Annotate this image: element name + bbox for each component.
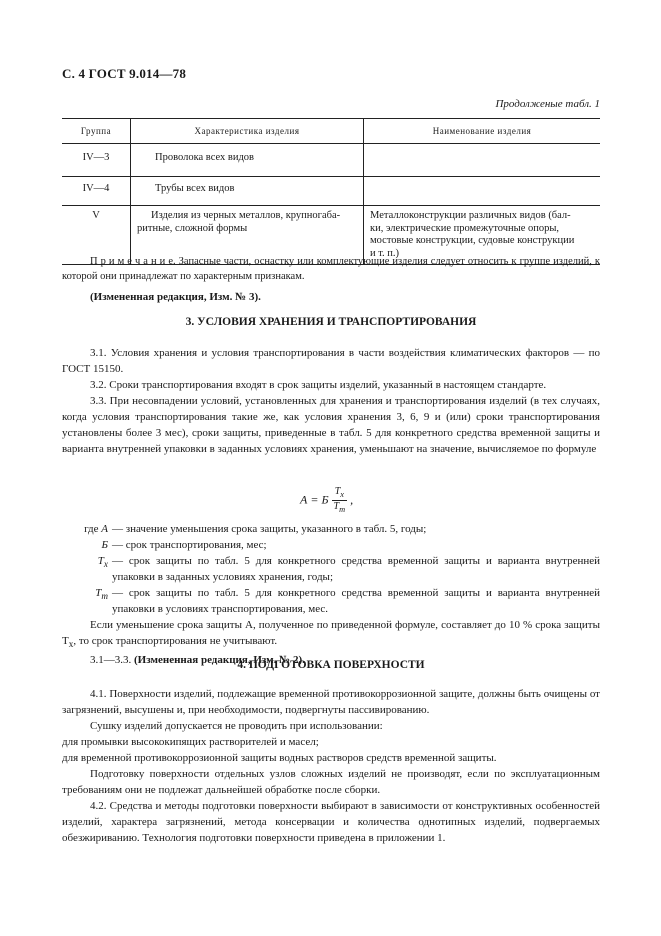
table-row bbox=[62, 177, 600, 206]
cell-characteristic: Проволока всех видов bbox=[155, 152, 255, 163]
formula-definitions bbox=[62, 521, 600, 668]
cell-name bbox=[364, 144, 601, 177]
paragraph-3-2: 3.2. Сроки транспортирования входят в срок защиты изделий, указанный в настоящем стандарте. bbox=[90, 379, 547, 391]
paragraph-4-1a: Сушку изделий допускается не проводить при использовании: bbox=[90, 720, 383, 732]
paragraph-3-3: 3.3. При несовпадении условий, установленных для хранения и транспортирования изделий (в тех случаях, когда условия транспортирования такие же, как условия хранения 3, 6, 9 и (или) сроки транспортирования установлены более 3 мес), сроки защиты, приведенные в табл. 5 для конкретного средства временной защиты и варианта внутренней упаковки в заданных условиях хранения, уменьшают на значение, вычисляемое по формуле bbox=[62, 395, 600, 455]
cell-name bbox=[364, 177, 601, 206]
section-4-title: 4. ПОДГОТОВКА ПОВЕРХНОСТИ bbox=[237, 659, 425, 671]
note-text: Запасные части, оснастку или комплектующие изделия следует относить к группе изделий, к которой они принадлежат по характерным признакам. bbox=[62, 256, 601, 282]
cell-line: и т. п.) bbox=[370, 247, 400, 259]
cell-line: мостовые конструкции, судовые конструкции bbox=[370, 235, 575, 247]
table-continued-label: Продолженые табл. 1 bbox=[495, 98, 600, 110]
column-header-characteristic: Характеристика изделия bbox=[131, 119, 364, 144]
product-groups-table bbox=[62, 118, 600, 265]
amendment-note: (Измененная редакция, Изм. № 3). bbox=[90, 291, 261, 303]
paragraph-4-1d: Подготовку поверхности отдельных узлов сложных изделий не производят, если по эксплуатационным требованиям они не подлежат дальнейшей обработке после сборки. bbox=[62, 768, 600, 796]
section-4-body bbox=[62, 686, 600, 846]
table-note bbox=[62, 254, 600, 284]
paragraph-4-1b: для промывки высококипящих растворителей и масел; bbox=[62, 736, 319, 748]
table-row bbox=[62, 144, 600, 177]
cell-line: ки, электрические промежуточные опоры, bbox=[370, 222, 560, 234]
definition-row: где А — значение уменьшения срока защиты, указанного в табл. 5, годы; bbox=[84, 523, 427, 535]
cell-group: IV—3 bbox=[62, 144, 131, 177]
section-3-body bbox=[62, 345, 600, 457]
amendment-note-2: 3.1—3.3. (Измененная редакция, Изм. № 2). bbox=[90, 654, 305, 667]
cell-line: Металлоконструкции различных видов (бал- bbox=[370, 210, 571, 221]
formula-fraction: $\frac{Т_х}{Т_т}$ bbox=[333, 486, 346, 514]
definition-row: $Т_т$ — срок защиты по табл. 5 для конкретного средства временной защиты и варианта внутренней упаковки в условиях транспортирования, мес. bbox=[95, 587, 600, 615]
paragraph-4-2: 4.2. Средства и методы подготовки поверхности выбирают в зависимости от конструктивных особенностей изделий, характера загрязнений, метода консервации и количества однотипных изделий, подвергаемых обезжириванию. Технология подготовки поверхности приведена в приложении 1. bbox=[62, 800, 600, 844]
page-header: С. 4 ГОСТ 9.014—78 bbox=[62, 66, 187, 81]
paragraph-3-1: 3.1. Условия хранения и условия транспортирования в части воздействия климатических факторов — по ГОСТ 15150. bbox=[62, 347, 600, 375]
paragraph-if: Если уменьшение срока защиты А, полученное по приведенной формуле, составляет до 10 % срока защиты $Т_х$, то срок транспортирования не учитывают. bbox=[62, 619, 600, 650]
cell-line: ритные, сложной формы bbox=[137, 222, 248, 234]
cell-line: Изделия из черных металлов, крупногаба- bbox=[151, 210, 341, 221]
definition-row: $Т_х$ — срок защиты по табл. 5 для конкретного средства временной защиты и варианта внутренней упаковки в заданных условиях хранения, годы; bbox=[97, 555, 600, 583]
cell-group: V bbox=[62, 206, 131, 265]
formula: А = Б $\frac{Т_х}{Т_т}$ , bbox=[300, 486, 354, 514]
cell-characteristic: Трубы всех видов bbox=[155, 183, 235, 194]
definition-row: Б — срок транспортирования, мес; bbox=[101, 539, 267, 551]
column-header-group: Группа bbox=[62, 119, 131, 144]
section-3-title: 3. УСЛОВИЯ ХРАНЕНИЯ И ТРАНСПОРТИРОВАНИЯ bbox=[185, 316, 477, 328]
paragraph-4-1c: для временной противокоррозионной защиты водных растворов средств временной защиты. bbox=[62, 752, 497, 764]
paragraph-4-1: 4.1. Поверхности изделий, подлежащие временной противокоррозионной защите, должны быть очищены от загрязнений, высушены и, при необходимости, подвергнуты пассивированию. bbox=[62, 688, 600, 716]
note-label: П р и м е ч а н и е. bbox=[90, 256, 176, 267]
column-header-name: Наименование изделия bbox=[364, 119, 601, 144]
cell-group: IV—4 bbox=[62, 177, 131, 206]
